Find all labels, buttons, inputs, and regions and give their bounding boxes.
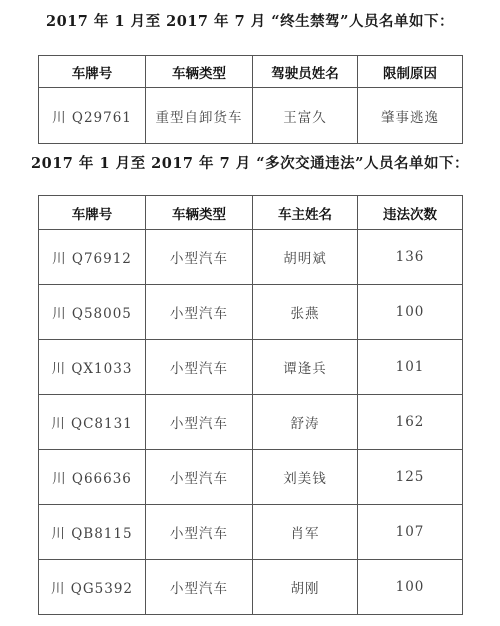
cell-violation-count: 100 <box>358 285 463 340</box>
table-row <box>39 395 463 450</box>
table-row <box>39 340 463 395</box>
cell-plate: 川 QB8115 <box>39 505 146 560</box>
cell-reason: 肇事逃逸 <box>358 88 463 144</box>
column-header-owner-name: 车主姓名 <box>253 196 358 230</box>
column-header-plate: 车牌号 <box>39 56 146 88</box>
cell-vehicle-type: 重型自卸货车 <box>146 88 253 144</box>
cell-violation-count: 100 <box>358 560 463 615</box>
cell-vehicle-type: 小型汽车 <box>146 450 253 505</box>
table-row <box>39 450 463 505</box>
column-header-reason: 限制原因 <box>358 56 463 88</box>
cell-violation-count: 136 <box>358 230 463 285</box>
cell-plate: 川 Q66636 <box>39 450 146 505</box>
repeat-violation-table <box>38 195 463 615</box>
column-header-plate: 车牌号 <box>39 196 146 230</box>
cell-vehicle-type: 小型汽车 <box>146 505 253 560</box>
cell-plate: 川 QG5392 <box>39 560 146 615</box>
cell-owner-name: 肖军 <box>253 505 358 560</box>
table-row <box>39 230 463 285</box>
column-header-violation-count: 违法次数 <box>358 196 463 230</box>
cell-owner-name: 谭逢兵 <box>253 340 358 395</box>
cell-plate: 川 Q76912 <box>39 230 146 285</box>
table-row <box>39 285 463 340</box>
cell-plate: 川 Q29761 <box>39 88 146 144</box>
cell-owner-name: 胡明斌 <box>253 230 358 285</box>
column-header-vehicle-type: 车辆类型 <box>146 56 253 88</box>
table-row <box>39 560 463 615</box>
cell-owner-name: 刘美钱 <box>253 450 358 505</box>
column-header-driver-name: 驾驶员姓名 <box>253 56 358 88</box>
cell-violation-count: 101 <box>358 340 463 395</box>
cell-plate: 川 Q58005 <box>39 285 146 340</box>
cell-owner-name: 舒涛 <box>253 395 358 450</box>
cell-owner-name: 胡刚 <box>253 560 358 615</box>
cell-vehicle-type: 小型汽车 <box>146 560 253 615</box>
cell-vehicle-type: 小型汽车 <box>146 340 253 395</box>
cell-driver-name: 王富久 <box>253 88 358 144</box>
cell-vehicle-type: 小型汽车 <box>146 285 253 340</box>
cell-violation-count: 125 <box>358 450 463 505</box>
table-header-row <box>39 56 463 88</box>
cell-plate: 川 QC8131 <box>39 395 146 450</box>
table-header-row <box>39 196 463 230</box>
table-row <box>39 88 463 144</box>
cell-plate: 川 QX1033 <box>39 340 146 395</box>
section1-heading: 2017 年 1 月至 2017 年 7 月 “终生禁驾”人员名单如下： <box>46 13 454 30</box>
cell-vehicle-type: 小型汽车 <box>146 230 253 285</box>
cell-owner-name: 张燕 <box>253 285 358 340</box>
cell-violation-count: 162 <box>358 395 463 450</box>
column-header-vehicle-type: 车辆类型 <box>146 196 253 230</box>
lifetime-ban-table <box>38 55 463 144</box>
cell-violation-count: 107 <box>358 505 463 560</box>
cell-vehicle-type: 小型汽车 <box>146 395 253 450</box>
table-row <box>39 505 463 560</box>
section2-heading: 2017 年 1 月至 2017 年 7 月 “多次交通违法”人员名单如下： <box>31 155 469 172</box>
